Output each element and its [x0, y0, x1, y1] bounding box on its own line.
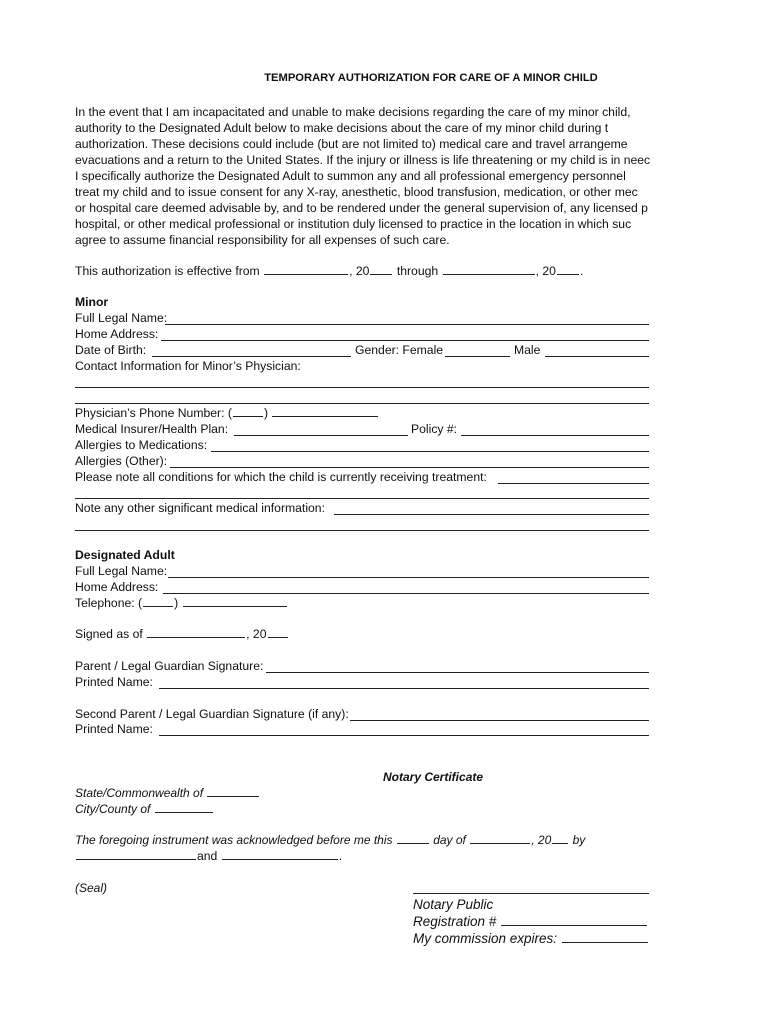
notary-commission-label: My commission expires: — [413, 931, 558, 946]
minor-full-name-field[interactable] — [165, 324, 649, 325]
signed-year: , 20 — [246, 627, 267, 641]
printed-name-1-label: Printed Name: — [75, 675, 153, 689]
physician-area-code-field[interactable] — [233, 405, 263, 417]
designated-heading: Designated Adult — [75, 548, 175, 562]
effective-start-field[interactable] — [264, 263, 348, 275]
printed-name-2-field[interactable] — [159, 735, 649, 736]
minor-heading: Minor — [75, 295, 109, 309]
designated-telephone-line — [75, 595, 288, 611]
effective-start-year-field[interactable] — [370, 263, 392, 275]
second-parent-signature-label: Second Parent / Legal Guardian Signature (if any): — [75, 707, 349, 721]
minor-home-address-label: Home Address: — [75, 327, 159, 341]
notary-registration-label: Registration # — [413, 914, 497, 929]
designated-tel-label: Telephone: ( — [75, 596, 143, 610]
notary-period: . — [338, 849, 343, 863]
notary-month-field[interactable] — [470, 832, 530, 844]
notary-and: and — [197, 849, 218, 863]
intro-line-2: authority to the Designated Adult below to make decisions about the care of my minor child during t — [75, 121, 609, 135]
conditions-field-1[interactable] — [498, 483, 649, 484]
notary-year-field[interactable] — [552, 832, 568, 844]
other-info-field-1[interactable] — [334, 514, 649, 515]
notary-heading: Notary Certificate — [383, 770, 484, 784]
effective-end: . — [579, 264, 584, 278]
notary-public-label: Notary Public — [413, 897, 494, 912]
effective-dates-line — [75, 263, 583, 279]
insurer-label: Medical Insurer/Health Plan: — [75, 422, 229, 436]
parent-signature-label: Parent / Legal Guardian Signature: — [75, 659, 264, 673]
notary-ack-line — [75, 832, 585, 848]
minor-male-label: Male — [514, 343, 541, 357]
other-info-field-2[interactable] — [75, 530, 649, 531]
notary-ack-year: , 20 — [531, 833, 552, 847]
allergies-meds-label: Allergies to Medications: — [75, 438, 208, 452]
gender-male-field[interactable] — [545, 356, 649, 357]
signed-prefix: Signed as of — [75, 627, 143, 641]
physician-phone-close: ) — [263, 406, 268, 420]
other-info-label: Note any other significant medical information: — [75, 501, 325, 515]
gender-female-field[interactable] — [445, 356, 510, 357]
allergies-other-label: Allergies (Other): — [75, 454, 168, 468]
designated-full-name-label: Full Legal Name: — [75, 564, 168, 578]
physician-contact-field-2[interactable] — [75, 403, 649, 404]
notary-city-field[interactable] — [155, 801, 213, 813]
intro-line-9: agree to assume financial responsibility for all expenses of such care. — [75, 233, 450, 247]
signed-date-field[interactable] — [147, 626, 245, 638]
signed-year-field[interactable] — [268, 626, 288, 638]
minor-dob-field[interactable] — [152, 356, 351, 357]
designated-home-address-label: Home Address: — [75, 580, 159, 594]
notary-ack-prefix: The foregoing instrument was acknowledged before me this — [75, 833, 393, 847]
designated-tel-close: ) — [174, 596, 179, 610]
intro-line-6: treat my child and to issue consent for any X-ray, anesthetic, blood transfusion, medication, or other mec — [75, 185, 638, 199]
minor-home-address-field[interactable] — [161, 340, 649, 341]
effective-year2: , 20 — [535, 264, 556, 278]
notary-ack-day: day of — [433, 833, 466, 847]
intro-line-5: I specifically authorize the Designated Adult to summon any and all professional emergency personnel — [75, 169, 626, 183]
effective-through: through — [396, 264, 439, 278]
notary-state-line — [75, 785, 260, 801]
allergies-other-field[interactable] — [170, 467, 649, 468]
effective-year1: , 20 — [349, 264, 370, 278]
notary-name-2-field[interactable] — [222, 848, 338, 860]
document-title: TEMPORARY AUTHORIZATION FOR CARE OF A MINOR CHILD — [264, 72, 598, 84]
notary-registration-field[interactable] — [501, 914, 647, 926]
conditions-label: Please note all conditions for which the child is currently receiving treatment: — [75, 470, 487, 484]
parent-signature-field[interactable] — [266, 672, 649, 673]
intro-line-1: In the event that I am incapacitated and unable to make decisions regarding the care of my minor child, — [75, 105, 631, 119]
policy-field[interactable] — [461, 435, 649, 436]
notary-names-line — [75, 848, 342, 864]
physician-phone-field[interactable] — [272, 405, 378, 417]
conditions-field-2[interactable] — [75, 498, 649, 499]
designated-phone-field[interactable] — [183, 595, 287, 607]
minor-gender-label: Gender: Female — [355, 343, 444, 357]
notary-city-line — [75, 801, 214, 817]
minor-dob-label: Date of Birth: — [75, 343, 147, 357]
designated-full-name-field[interactable] — [168, 577, 649, 578]
notary-name-1-field[interactable] — [76, 848, 196, 860]
intro-line-7: or hospital care deemed advisable by, and to be rendered under the general supervision of, any licensed p — [75, 201, 648, 215]
notary-city-label: City/County of — [75, 802, 151, 816]
intro-line-8: hospital, or other medical professional or institution duly licensed to practice in the location in which suc — [75, 217, 632, 231]
effective-end-year-field[interactable] — [557, 263, 579, 275]
effective-prefix: This authorization is effective from — [75, 264, 260, 278]
physician-phone-line — [75, 405, 379, 421]
printed-name-2-label: Printed Name: — [75, 722, 153, 736]
insurer-field[interactable] — [234, 435, 408, 436]
printed-name-1-field[interactable] — [159, 688, 649, 689]
second-parent-signature-field[interactable] — [350, 720, 649, 721]
minor-full-name-label: Full Legal Name: — [75, 311, 168, 325]
notary-commission-line — [413, 930, 649, 947]
physician-phone-label: Physician’s Phone Number: ( — [75, 406, 232, 420]
designated-home-address-field[interactable] — [163, 593, 649, 594]
notary-seal: (Seal) — [75, 881, 108, 895]
intro-line-4: evacuations and a return to the United States. If the injury or illness is life threatening or my child is in neec — [75, 153, 651, 167]
intro-line-3: authorization. These decisions could include (but are not limited to) medical care and travel arrangeme — [75, 137, 628, 151]
effective-end-field[interactable] — [443, 263, 535, 275]
notary-signature-field[interactable] — [413, 893, 649, 894]
physician-contact-field-1[interactable] — [75, 387, 649, 388]
policy-label: Policy #: — [411, 422, 458, 436]
allergies-meds-field[interactable] — [211, 451, 649, 452]
notary-state-field[interactable] — [207, 785, 259, 797]
physician-contact-label: Contact Information for Minor’s Physician: — [75, 359, 301, 373]
notary-day-field[interactable] — [397, 832, 429, 844]
notary-state-label: State/Commonwealth of — [75, 786, 204, 800]
signed-as-of-line — [75, 626, 289, 642]
notary-registration-line — [413, 913, 648, 930]
designated-area-code-field[interactable] — [143, 595, 173, 607]
notary-commission-field[interactable] — [562, 931, 648, 943]
notary-ack-by: by — [572, 833, 586, 847]
